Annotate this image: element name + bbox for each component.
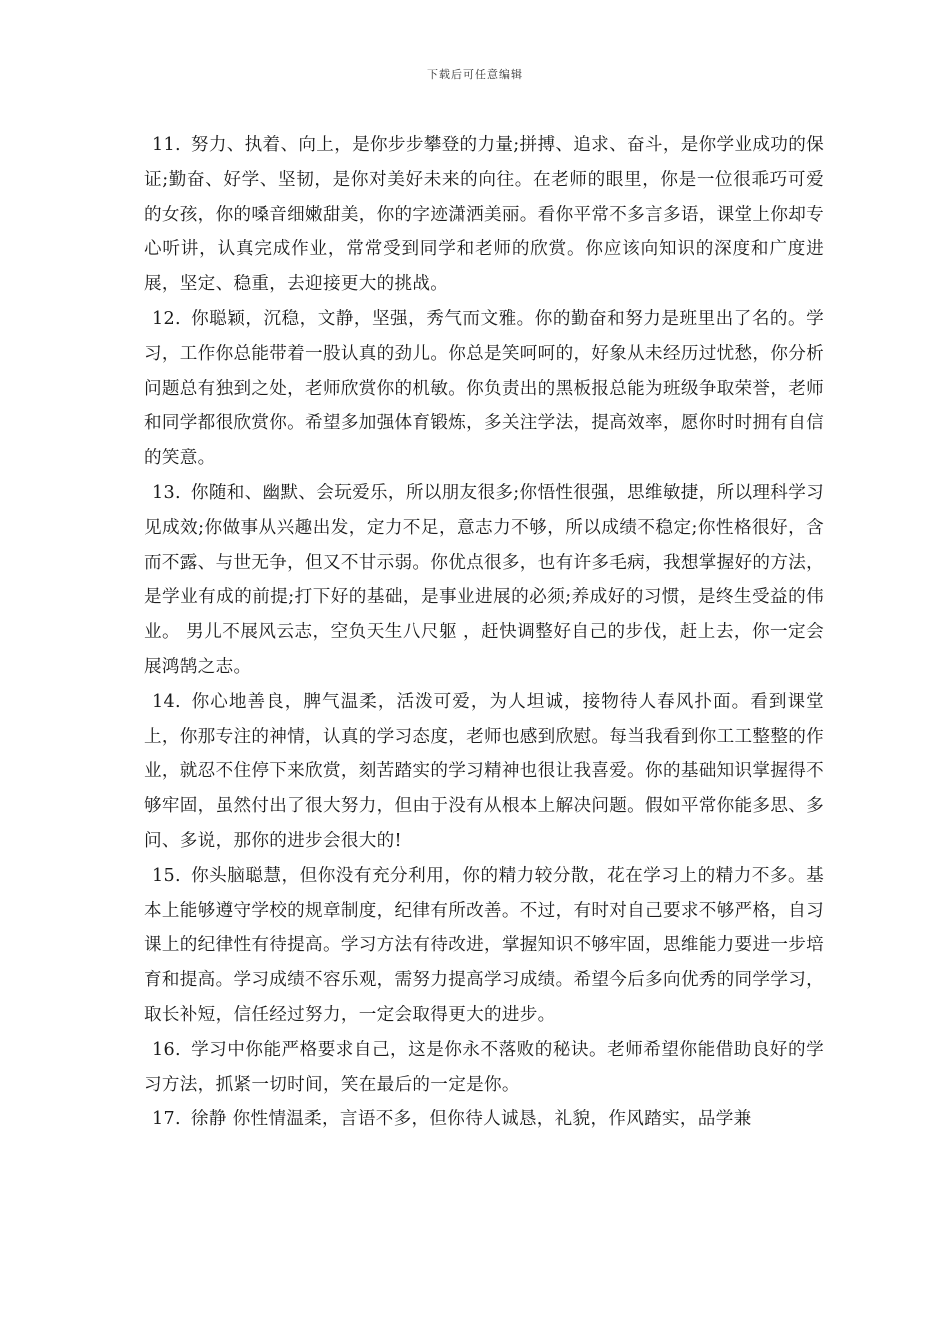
entry-text: 你随和、幽默、会玩爱乐，所以朋友很多;你悟性很强，思维敏捷，所以理科学习见成效;你做事从兴趣出发，定力不足，意志力不够，所以成绩不稳定;你性格很好，含而不露、与世无争，但又不甘示弱。你优点很多，也有许多毛病，我想掌握好的方法，是学业有成的前提;打下好的基础，是事业进展的必须;养成好的习惯，是终生受益的伟业。 男儿不展风云志，空负天生八尺躯 ，赶快调整好自己的步伐，赶上去，你一定会展鸿鹄之志。 [144,482,824,677]
entry-number: 14. [152,691,181,712]
entry-text: 你心地善良，脾气温柔，活泼可爱，为人坦诚，接物待人春风扑面。看到课堂上，你那专注的神情，认真的学习态度，老师也感到欣慰。每当我看到你工工整整的作业，就忍不住停下来欣赏，刻苦踏实的学习精神也很让我喜爱。你的基础知识掌握得不够牢固，虽然付出了很大努力，但由于没有从根本上解决问题。假如平常你能多思、多问、多说，那你的进步会很大的! [144,691,824,851]
entry-text: 学习中你能严格要求自己，这是你永不落败的秘诀。老师希望你能借助良好的学习方法，抓紧一切时间，笑在最后的一定是你。 [144,1039,824,1095]
entry-text: 徐静 你性情温柔，言语不多，但你待人诚恳，礼貌，作风踏实，品学兼 [190,1109,752,1130]
entry-text: 努力、执着、向上，是你步步攀登的力量;拼搏、追求、奋斗，是你学业成功的保证;勤奋、好学、坚韧，是你对美好未来的向往。在老师的眼里，你是一位很乖巧可爱的女孩，你的嗓音细嫩甜美，你的字迹潇洒美丽。看你平常不多言多语，课堂上你却专心听讲，认真完成作业，常常受到同学和老师的欣赏。你应该向知识的深度和广度进展，坚定、稳重，去迎接更大的挑战。 [144,135,824,295]
entry-number: 17. [152,1109,181,1130]
entry-number: 16. [152,1039,181,1060]
entry-number: 12. [152,308,181,329]
entry-number: 15. [152,865,181,886]
comment-entry-17 [144,1102,824,1137]
entry-text: 你聪颖，沉稳，文静，坚强，秀气而文雅。你的勤奋和努力是班里出了名的。学习，工作你总能带着一股认真的劲儿。你总是笑呵呵的，好象从未经历过忧愁，你分析问题总有独到之处，老师欣赏你的机敏。你负责出的黑板报总能为班级争取荣誉，老师和同学都很欣赏你。希望多加强体育锻炼，多关注学法，提高效率，愿你时时拥有自信的笑意。 [144,308,824,469]
comment-entry-15 [144,859,824,1033]
comment-entry-12 [144,302,824,476]
comments-body [144,128,824,1137]
comment-entry-14 [144,685,824,859]
comment-entry-11 [144,128,824,302]
entry-text: 你头脑聪慧，但你没有充分利用，你的精力较分散，花在学习上的精力不多。基本上能够遵守学校的规章制度，纪律有所改善。不过，有时对自己要求不够严格，自习课上的纪律性有待提高。学习方法有待改进，掌握知识不够牢固，思维能力要进一步培育和提高。学习成绩不容乐观，需努力提高学习成绩。希望今后多向优秀的同学学习，取长补短，信任经过努力，一定会取得更大的进步。 [144,865,824,1025]
entry-number: 13. [152,482,181,503]
comment-entry-13 [144,476,824,685]
entry-number: 11. [152,135,181,155]
comment-entry-16 [144,1033,824,1103]
header-note: 下载后可任意编辑 [427,68,523,81]
